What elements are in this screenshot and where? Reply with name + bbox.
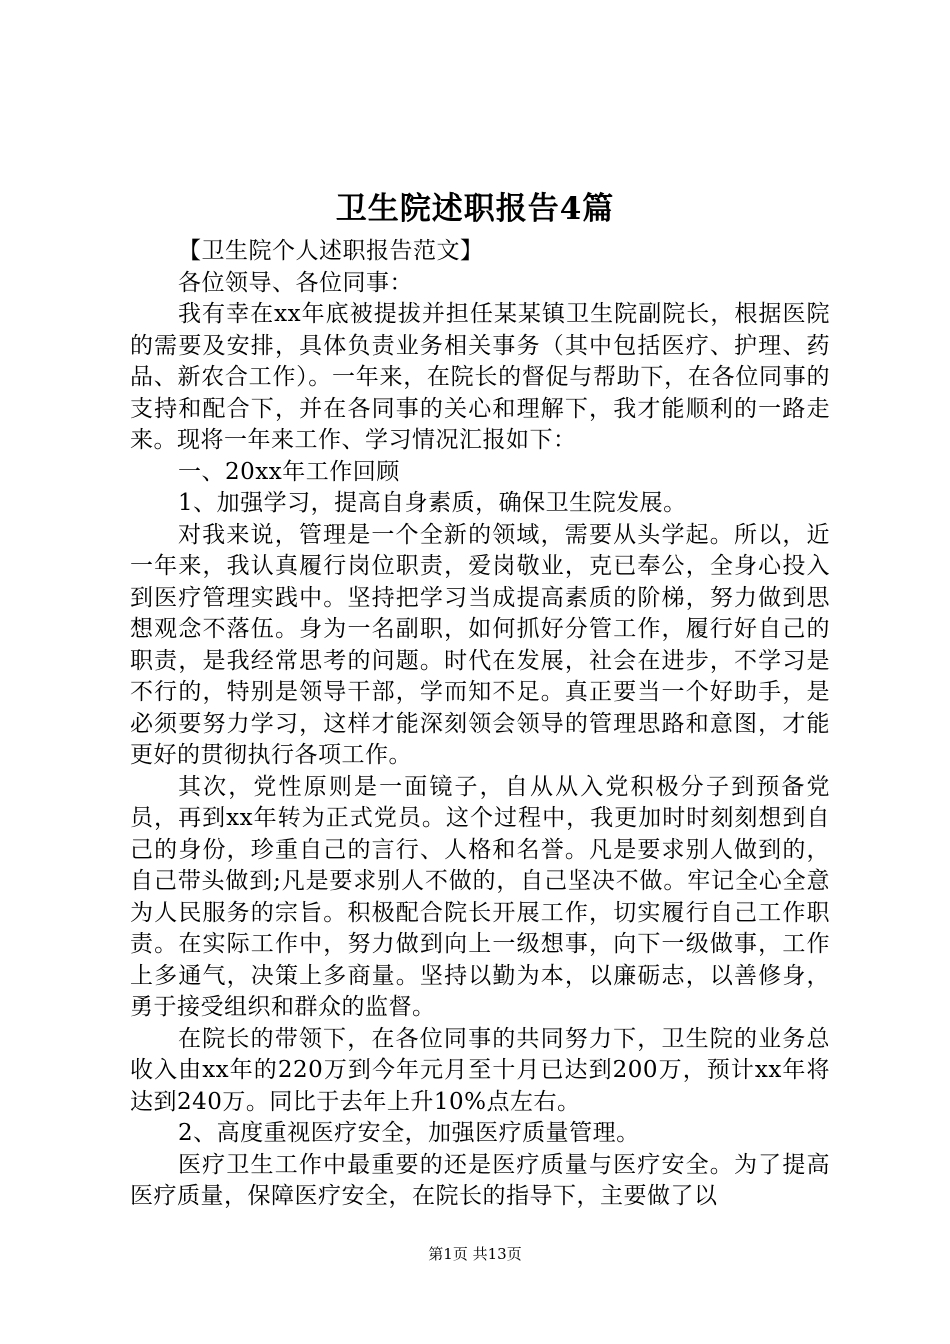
subsection-heading: 1、加强学习，提高自身素质，确保卫生院发展。 <box>178 490 687 516</box>
section-heading: 【卫生院个人述职报告范文】 <box>178 238 484 264</box>
page-footer: 第1页 共13页 <box>428 1245 522 1263</box>
salutation: 各位领导、各位同事： <box>178 269 413 296</box>
paragraph: 其次，党性原则是一面镜子，自从从入党积极分子到预备党员，再到xx年转为正式党员。这个过程中，我更加时时刻刻想到自己的身份，珍重自己的言行、人格和名誉。凡是要求别人做到的，自己带头做到;凡是要求别人不做的，自己坚决不做。牢记全心全意为人民服务的宗旨。积极配合院长开展工作，切实履行自己工作职责。在实际工作中，努力做到向上一级想事，向下一级做事，工作上多通气，决策上多商量。坚持以勤为本，以廉砺志，以善修身，勇于接受组织和群众的监督。 <box>130 773 830 1020</box>
paragraph: 我有幸在xx年底被提拔并担任某某镇卫生院副院长，根据医院的需要及安排，具体负责业务相关事务（其中包括医疗、护理、药品、新农合工作）。一年来，在院长的督促与帮助下，在各位同事的支持和配合下，并在各同事的关心和理解下，我才能顺利的一路走来。现将一年来工作、学习情况汇报如下： <box>130 301 830 453</box>
paragraph: 对我来说，管理是一个全新的领域，需要从头学起。所以，近一年来，我认真履行岗位职责，爱岗敬业，克已奉公，全身心投入到医疗管理实践中。坚持把学习当成提高素质的阶梯，努力做到思想观念不落伍。身为一名副职，如何抓好分管工作，履行好自己的职责，是我经常思考的问题。时代在发展，社会在进步，不学习是不行的，特别是领导干部，学而知不足。真正要当一个好助手，是必须要努力学习，这样才能深刻领会领导的管理思路和意图，才能更好的贯彻执行各项工作。 <box>130 521 830 768</box>
subsection-heading: 2、高度重视医疗安全，加强医疗质量管理。 <box>178 1120 640 1146</box>
document-body <box>130 236 830 1213</box>
paragraph: 在院长的带领下，在各位同事的共同努力下，卫生院的业务总收入由xx年的220万到今年元月至十月已达到200万，预计xx年将达到240万。同比于去年上升10%点左右。 <box>130 1025 830 1115</box>
document-title: 卫生院述职报告4篇 <box>335 191 615 227</box>
paragraph: 医疗卫生工作中最重要的还是医疗质量与医疗安全。为了提高医疗质量，保障医疗安全，在院长的指导下，主要做了以 <box>130 1151 830 1209</box>
section-heading: 一、20xx年工作回顾 <box>178 458 400 485</box>
